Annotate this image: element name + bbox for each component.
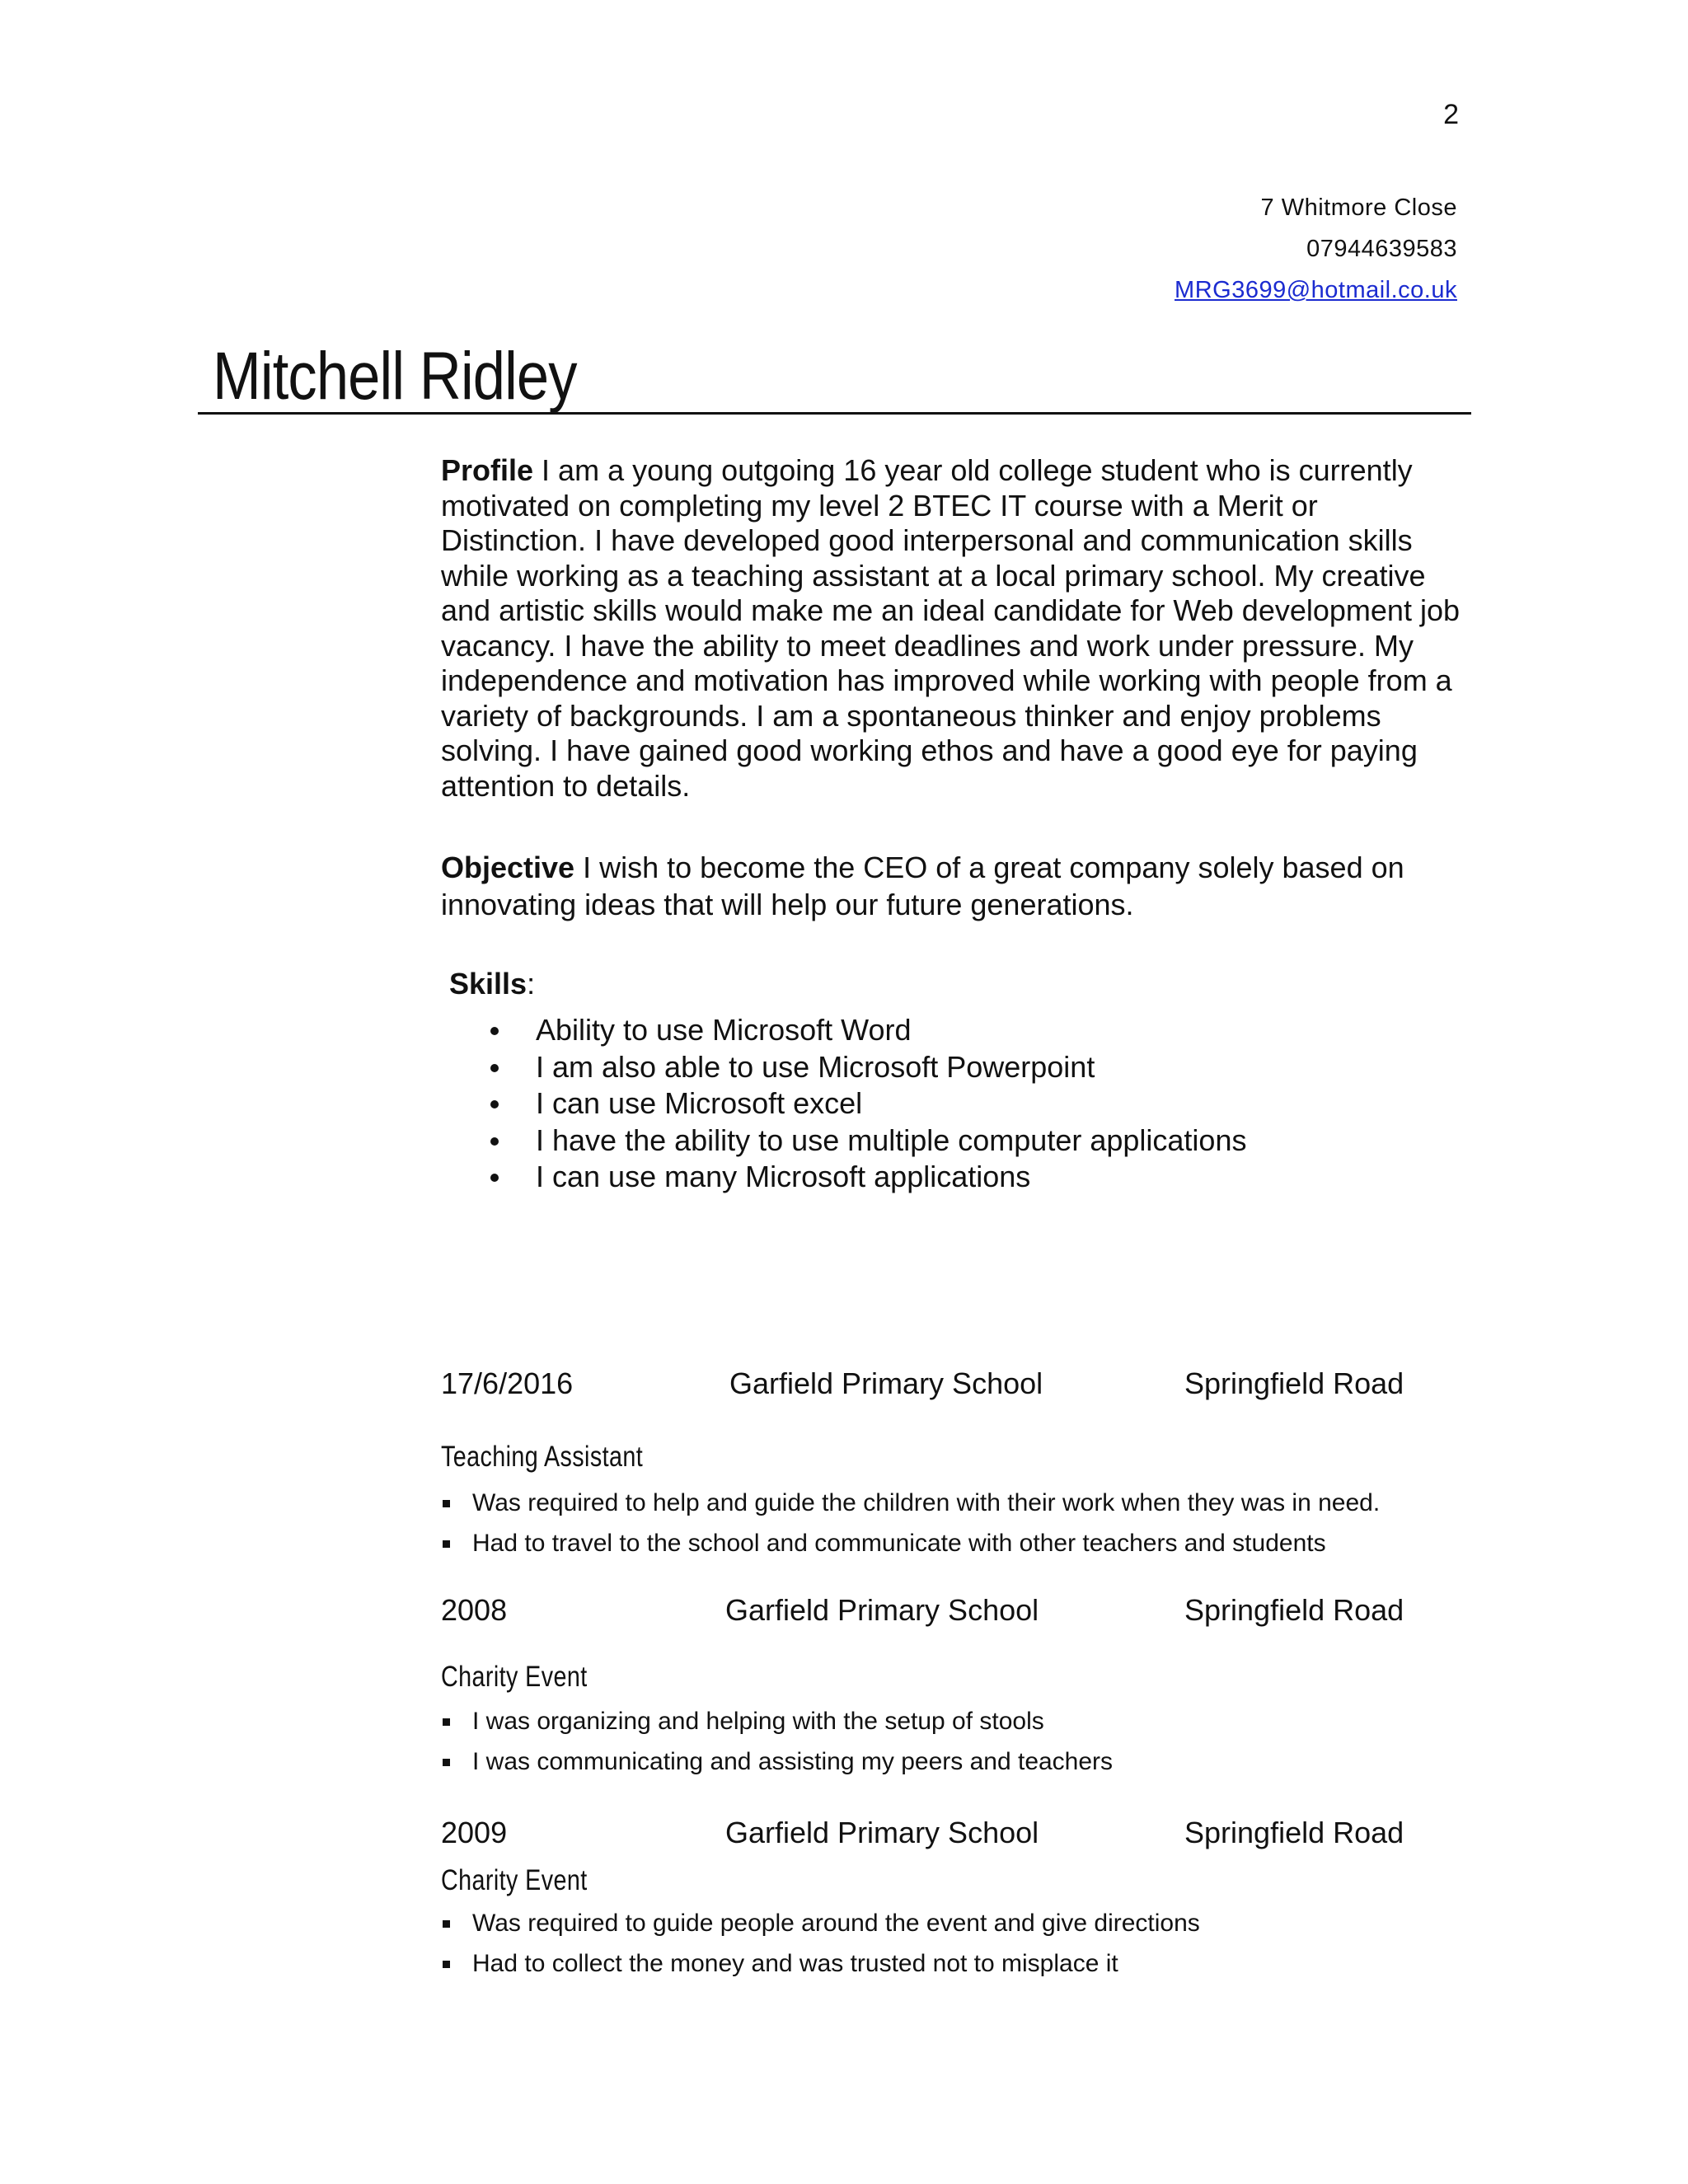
skill-text: I can use many Microsoft applications [536,1160,1031,1193]
experience-school: Garfield Primary School [725,1593,1039,1627]
experience-bullet-text: Was required to help and guide the children with their work when they was in need. [472,1489,1381,1516]
experience-bullet-text: Had to collect the money and was trusted not to misplace it [472,1950,1118,1977]
experience-road: Springfield Road [1184,1366,1404,1400]
bullet-square-icon [443,1759,450,1766]
contact-phone: 07944639583 [1306,236,1457,262]
objective-section [441,849,1463,923]
skill-item [441,1049,1246,1086]
experience-bullet [441,1950,1118,1978]
experience-role: Charity Event [441,1864,588,1896]
experience-school: Garfield Primary School [729,1366,1043,1400]
skill-item [441,1085,1246,1122]
experience-role: Teaching Assistant [441,1441,644,1473]
experience-date: 17/6/2016 [441,1366,574,1400]
bullet-dot-icon [490,1137,499,1146]
name-underline-divider [198,412,1471,415]
bullet-dot-icon [490,1174,499,1182]
skill-text: I can use Microsoft excel [536,1086,863,1120]
bullet-square-icon [443,1500,450,1507]
experience-bullet-text: Was required to guide people around the event and give directions [472,1910,1200,1937]
experience-bullet [441,1748,1113,1776]
profile-label: Profile [441,453,534,487]
skill-text: I have the ability to use multiple computer applications [536,1122,1247,1157]
skill-item [441,1122,1246,1160]
profile-section [441,453,1463,804]
bullet-square-icon [443,1920,450,1928]
experience-date: 2008 [441,1593,508,1627]
bullet-square-icon [443,1961,450,1968]
experience-bullet-text: I was organizing and helping with the setup of stools [472,1708,1044,1735]
bullet-square-icon [443,1718,450,1726]
experience-road: Springfield Road [1184,1816,1404,1849]
bullet-dot-icon [490,1100,499,1108]
skills-label: Skills [449,967,528,1001]
candidate-name: Mitchell Ridley [213,339,577,414]
experience-date: 2009 [441,1816,508,1849]
experience-bullet-text: Had to travel to the school and communicate with other teachers and students [472,1530,1326,1557]
skill-text: I am also able to use Microsoft Powerpoint [536,1049,1095,1084]
contact-email-link[interactable]: MRG3699@hotmail.co.uk [1175,277,1457,303]
experience-bullet [441,1910,1200,1938]
profile-text: I am a young outgoing 16 year old college student who is currently motivated on completing my level 2 BTEC IT course with a Merit or Distinction. I have developed good interpersonal and communication skills while working as a teaching assistant at a local primary school. My creative and artistic skills would make me an ideal candidate for Web development job vacancy. I have the ability to meet deadlines and work under pressure. My independence and motivation has improved while working with people from a variety of backgrounds. I am a spontaneous thinker and enjoy problems solving. I have gained good working ethos and have a good eye for paying attention to details. [441,453,1460,803]
skill-item [441,1159,1246,1196]
bullet-dot-icon [490,1064,499,1072]
objective-label: Objective [441,851,575,884]
experience-school: Garfield Primary School [725,1816,1039,1849]
bullet-square-icon [443,1540,450,1548]
skills-list [441,1012,1246,1196]
experience-bullet-text: I was communicating and assisting my peers and teachers [472,1748,1114,1775]
skill-item [441,1012,1246,1049]
experience-bullet [441,1530,1326,1558]
skill-text: Ability to use Microsoft Word [536,1013,912,1047]
experience-role: Charity Event [441,1661,588,1693]
contact-address: 7 Whitmore Close [1260,194,1457,221]
objective-text: I wish to become the CEO of a great company solely based on innovating ideas that will help our future generations. [441,851,1404,921]
experience-bullet [441,1708,1044,1736]
bullet-dot-icon [490,1027,499,1035]
skills-heading: Skills: [449,967,536,1001]
experience-bullet [441,1489,1380,1517]
experience-road: Springfield Road [1184,1593,1404,1627]
page-number: 2 [1443,99,1459,130]
